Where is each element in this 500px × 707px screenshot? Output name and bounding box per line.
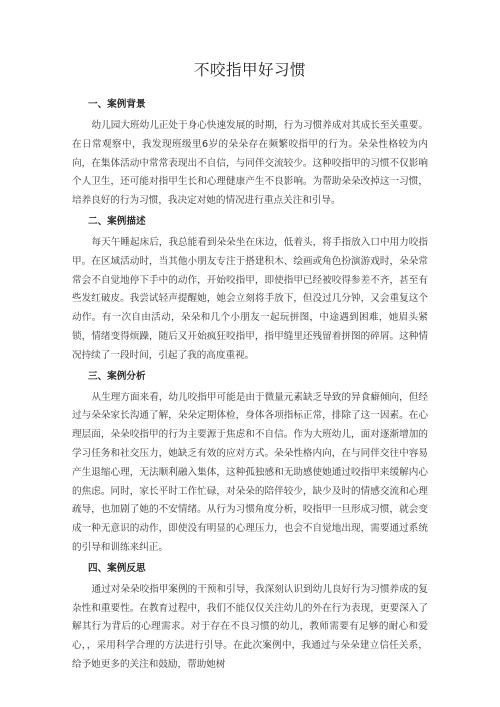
section-heading: 一、案例背景 [88,99,146,110]
section-paragraph: 从生理方面来看，幼儿咬指甲可能是由于微量元素缺乏导致的异食癖倾向，但经过与朵朵家长沟通了解，朵朵定期体检，身体各项指标正常，排除了这一因素。在心理层面，朵朵咬指甲的行为主要源于焦虑和不自信。作为大班幼儿，面对逐渐增加的学习任务和社交压力，她缺乏有效的应对方式。朵朵性格内向，在与同伴交往中容易产生退缩心理，无法顺利融入集体，这种孤独感和无助感使她通过咬指甲来缓解内心的焦虑。同时，家长平时工作忙碌，对朵朵的陪伴较少，缺少及时的情感交流和心理疏导，也加剧了她的不安情绪。从行为习惯角度分析，咬指甲一旦形成习惯，就会变成一种无意识的动作，即使没有明显的心理压力，也会不自觉地出现，需要通过系统的引导和训练来纠正。 [72,391,428,553]
section-heading: 二、案例描述 [88,215,146,227]
section-paragraph: 幼儿园大班幼儿正处于身心快速发展的时期，行为习惯养成对其成长至关重要。在日常观察中，我发现班级里6岁的朵朵存在频繁咬指甲的行为。朵朵性格较为内向，在集体活动中常常表现出不自信，与同伴交流较少。这种咬指甲的习惯不仅影响个人卫生，还可能对指甲生长和心理健康产生不良影响。为帮助朵朵改掉这一习惯，培养良好的行为习惯，我决定对她的情况进行重点关注和引导。 [72,120,428,207]
section-background [72,98,428,211]
section-heading: 四、案例反思 [88,562,146,574]
document-title: 不咬指甲好习惯 [193,61,306,79]
section-paragraph: 通过对朵朵咬指甲案例的干预和引导，我深刻认识到幼儿良好行为习惯养成的复杂性和重要性。在教育过程中，我们不能仅仅关注幼儿的外在行为表现，更要深入了解其行为背后的心理需求。对于存在不良习惯的幼儿，教师需要有足够的耐心和爱心，，采用科学合理的方法进行引导。在此次案例中，我通过与朵朵建立信任关系，给予她更多的关注和鼓励，帮助她树 [72,583,428,670]
section-description [72,215,428,366]
section-reflection [72,562,428,675]
section-heading: 三、案例分析 [88,370,146,382]
section-analysis [72,370,428,558]
section-paragraph: 每天午睡起床后，我总能看到朵朵坐在床边，低着头，将手指放入口中用力咬指甲。在区域活动时，当其他小朋友专注于搭建积木、绘画或角色扮演游戏时，朵朵常常会不自觉地停下手中的动作，开始咬指甲，即使指甲已经被咬得参差不齐，甚至有些发红破皮。我尝试轻声提醒她，她会立刻将手放下，但没过几分钟，又会重复这个动作。有一次自由活动，朵朵和几个小朋友一起玩拼图，中途遇到困难，她眉头紧锁，情绪变得烦躁，随后又开始疯狂咬指甲，指甲缝里还残留着拼图的碎屑。这种情况持续了一段时间，引起了我的高度重视。 [72,236,428,361]
